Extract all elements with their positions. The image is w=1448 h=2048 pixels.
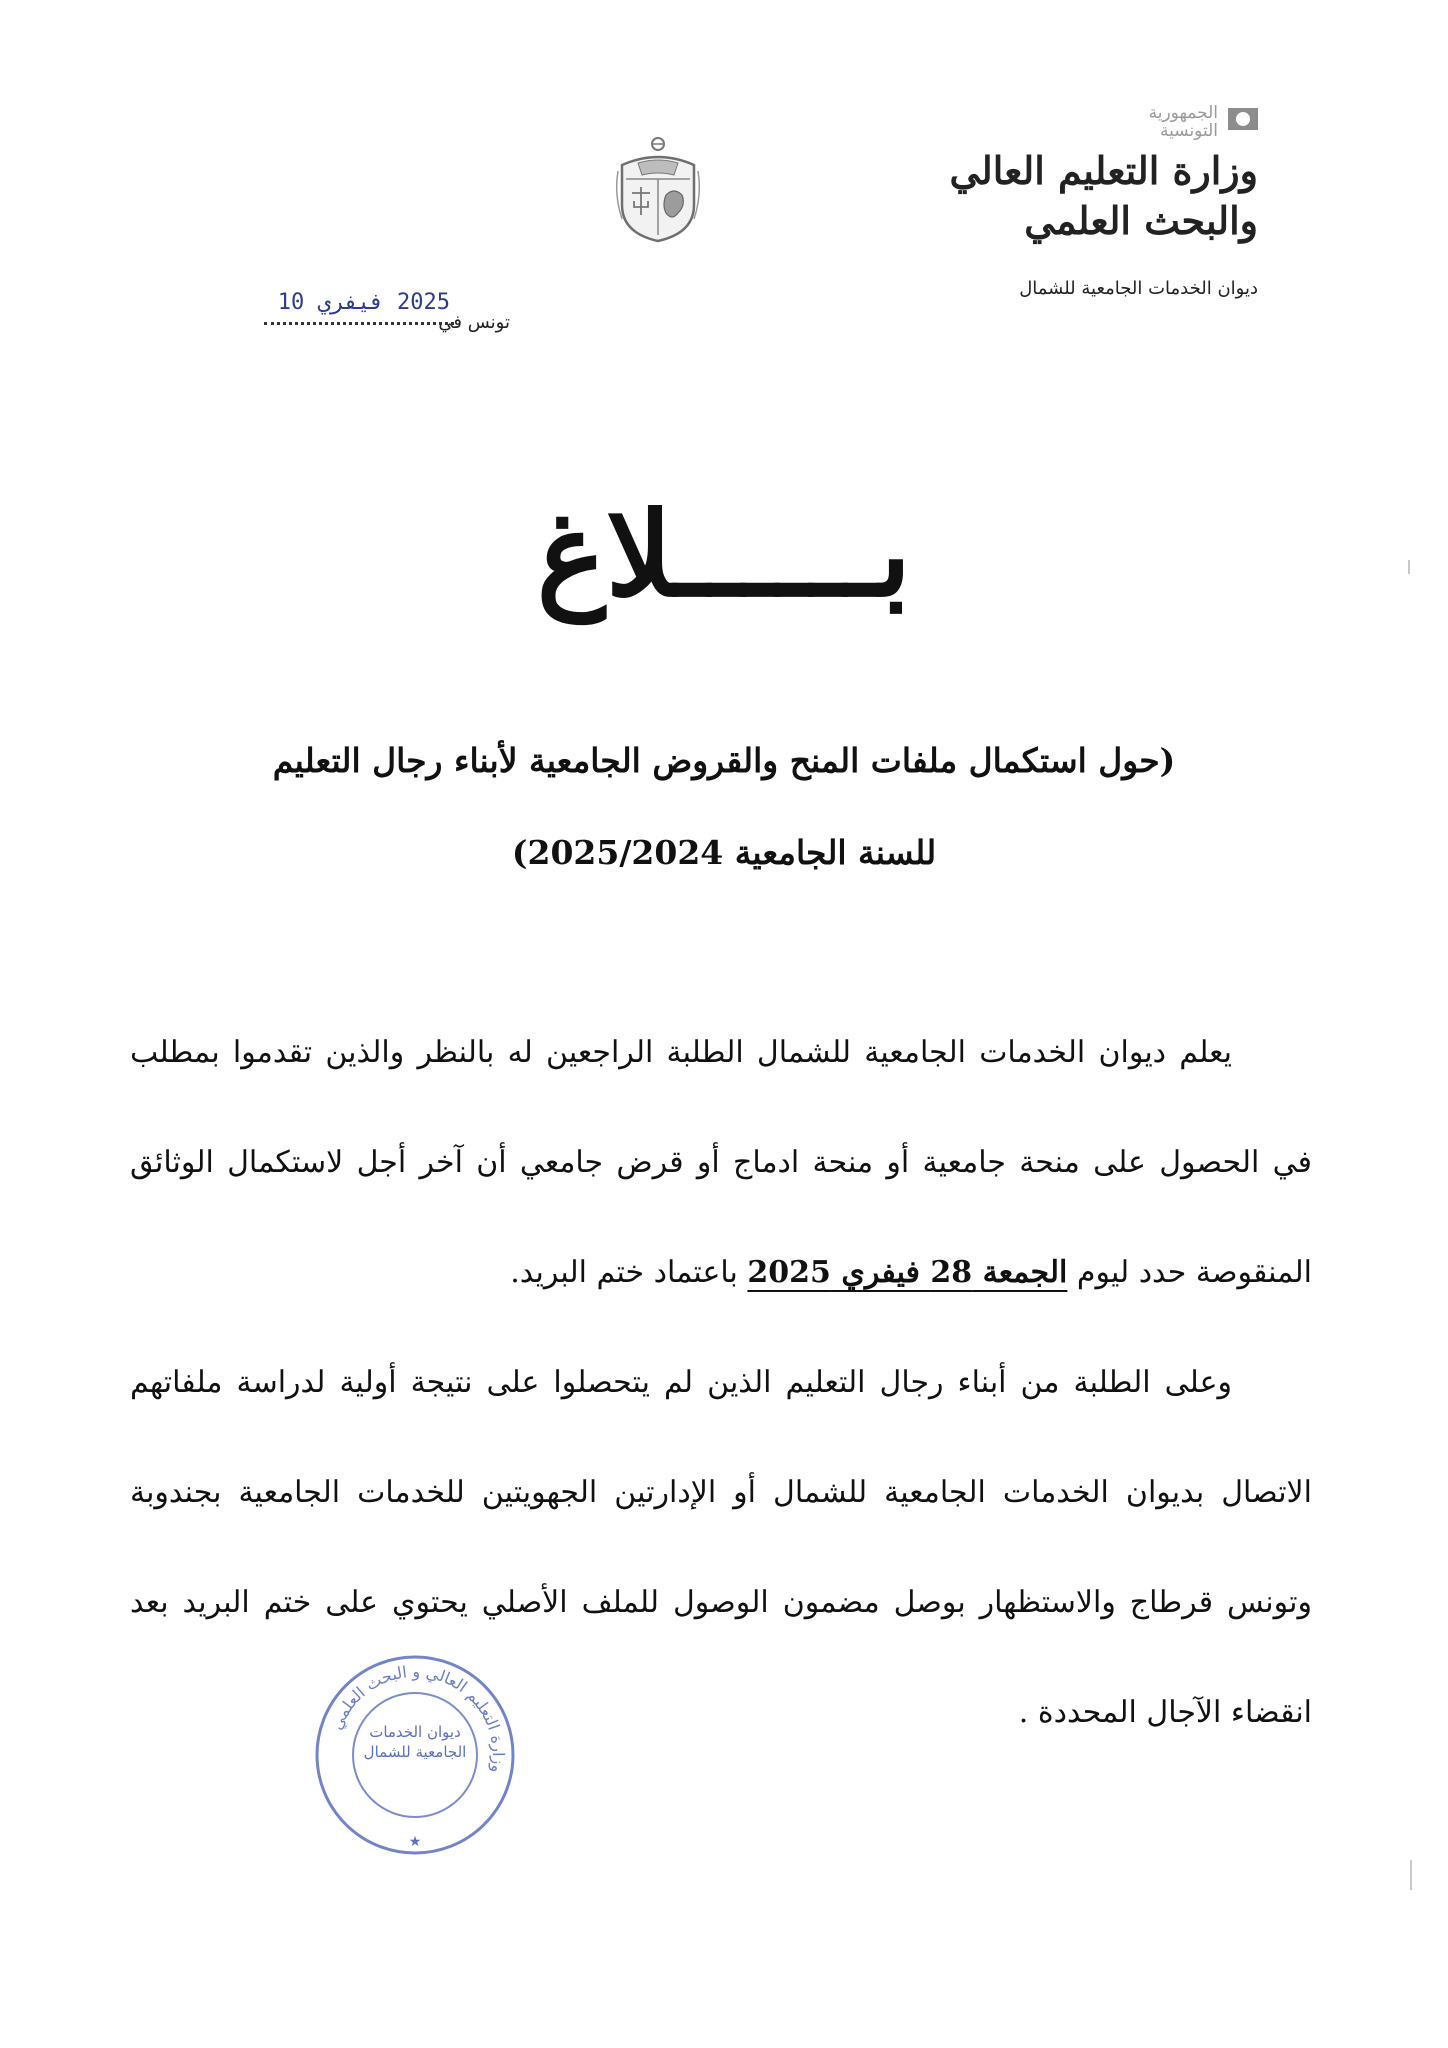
- page-title: بــــــلاغ: [536, 487, 912, 623]
- date-prefix: تونس في: [438, 312, 510, 333]
- subject-line-1: (حول استكمال ملفات المنح والقروض الجامعية لأبناء رجال التعليم: [272, 741, 1176, 780]
- stamp-ring-text: وزارة التعليم العالي و البحث العلمي: [326, 1661, 509, 1775]
- official-stamp: [310, 1650, 520, 1860]
- tunisia-coat-of-arms-icon: [612, 135, 704, 245]
- scan-mark: [1408, 560, 1410, 574]
- subject: [150, 715, 1298, 899]
- tunisia-flag-icon: [1228, 108, 1258, 130]
- paragraph-1: [130, 998, 1312, 1328]
- republic-row: [1088, 100, 1258, 150]
- paragraph-2: وعلى الطلبة من أبناء رجال التعليم الذين لم يتحصلوا على نتيجة أولية لدراسة ملفاتهم الاتصال بديوان الخدمات الجامعية للشمال أو الإدارتين الجهويتين للخدمات الجامعية بجندوبة وتونس قرطاج والاستظهار بوصل مضمون الوصول للملف الأصلي يحتوي على ختم البريد بعد انقضاء الآجال المحددة .: [130, 1365, 1312, 1730]
- body-text: [130, 998, 1312, 1768]
- deadline-date: الجمعة 28 فيفري 2025: [747, 1255, 1068, 1290]
- handwritten-date: 2025 فيفري 10: [277, 290, 450, 315]
- scan-mark: [1410, 1860, 1412, 1890]
- subject-line-2: للسنة الجامعية 2025/2024): [511, 833, 937, 872]
- republic-label: الجمهورية التونسية: [1148, 103, 1218, 141]
- ministry-name: وزارة التعليم العالي والبحث العلمي: [949, 148, 1258, 243]
- date-dotted-line: [264, 322, 454, 325]
- date-line: [240, 290, 510, 340]
- svg-text:★: ★: [408, 1834, 422, 1850]
- paragraph-1-end: باعتماد ختم البريد.: [510, 1255, 748, 1290]
- stamp-center-text: ديوان الخدمات الجامعية للشمال: [363, 1723, 467, 1761]
- office-name: ديوان الخدمات الجامعية للشمال: [1019, 278, 1258, 299]
- paragraph-1-text: يعلم ديوان الخدمات الجامعية للشمال الطلبة الراجعين له بالنظر والذين تقدموا بمطلب في الحصول على منحة جامعية أو منحة ادماج أو قرض جامعي أن آخر أجل لاستكمال الوثائق المنقوصة حدد ليوم: [130, 1035, 1312, 1290]
